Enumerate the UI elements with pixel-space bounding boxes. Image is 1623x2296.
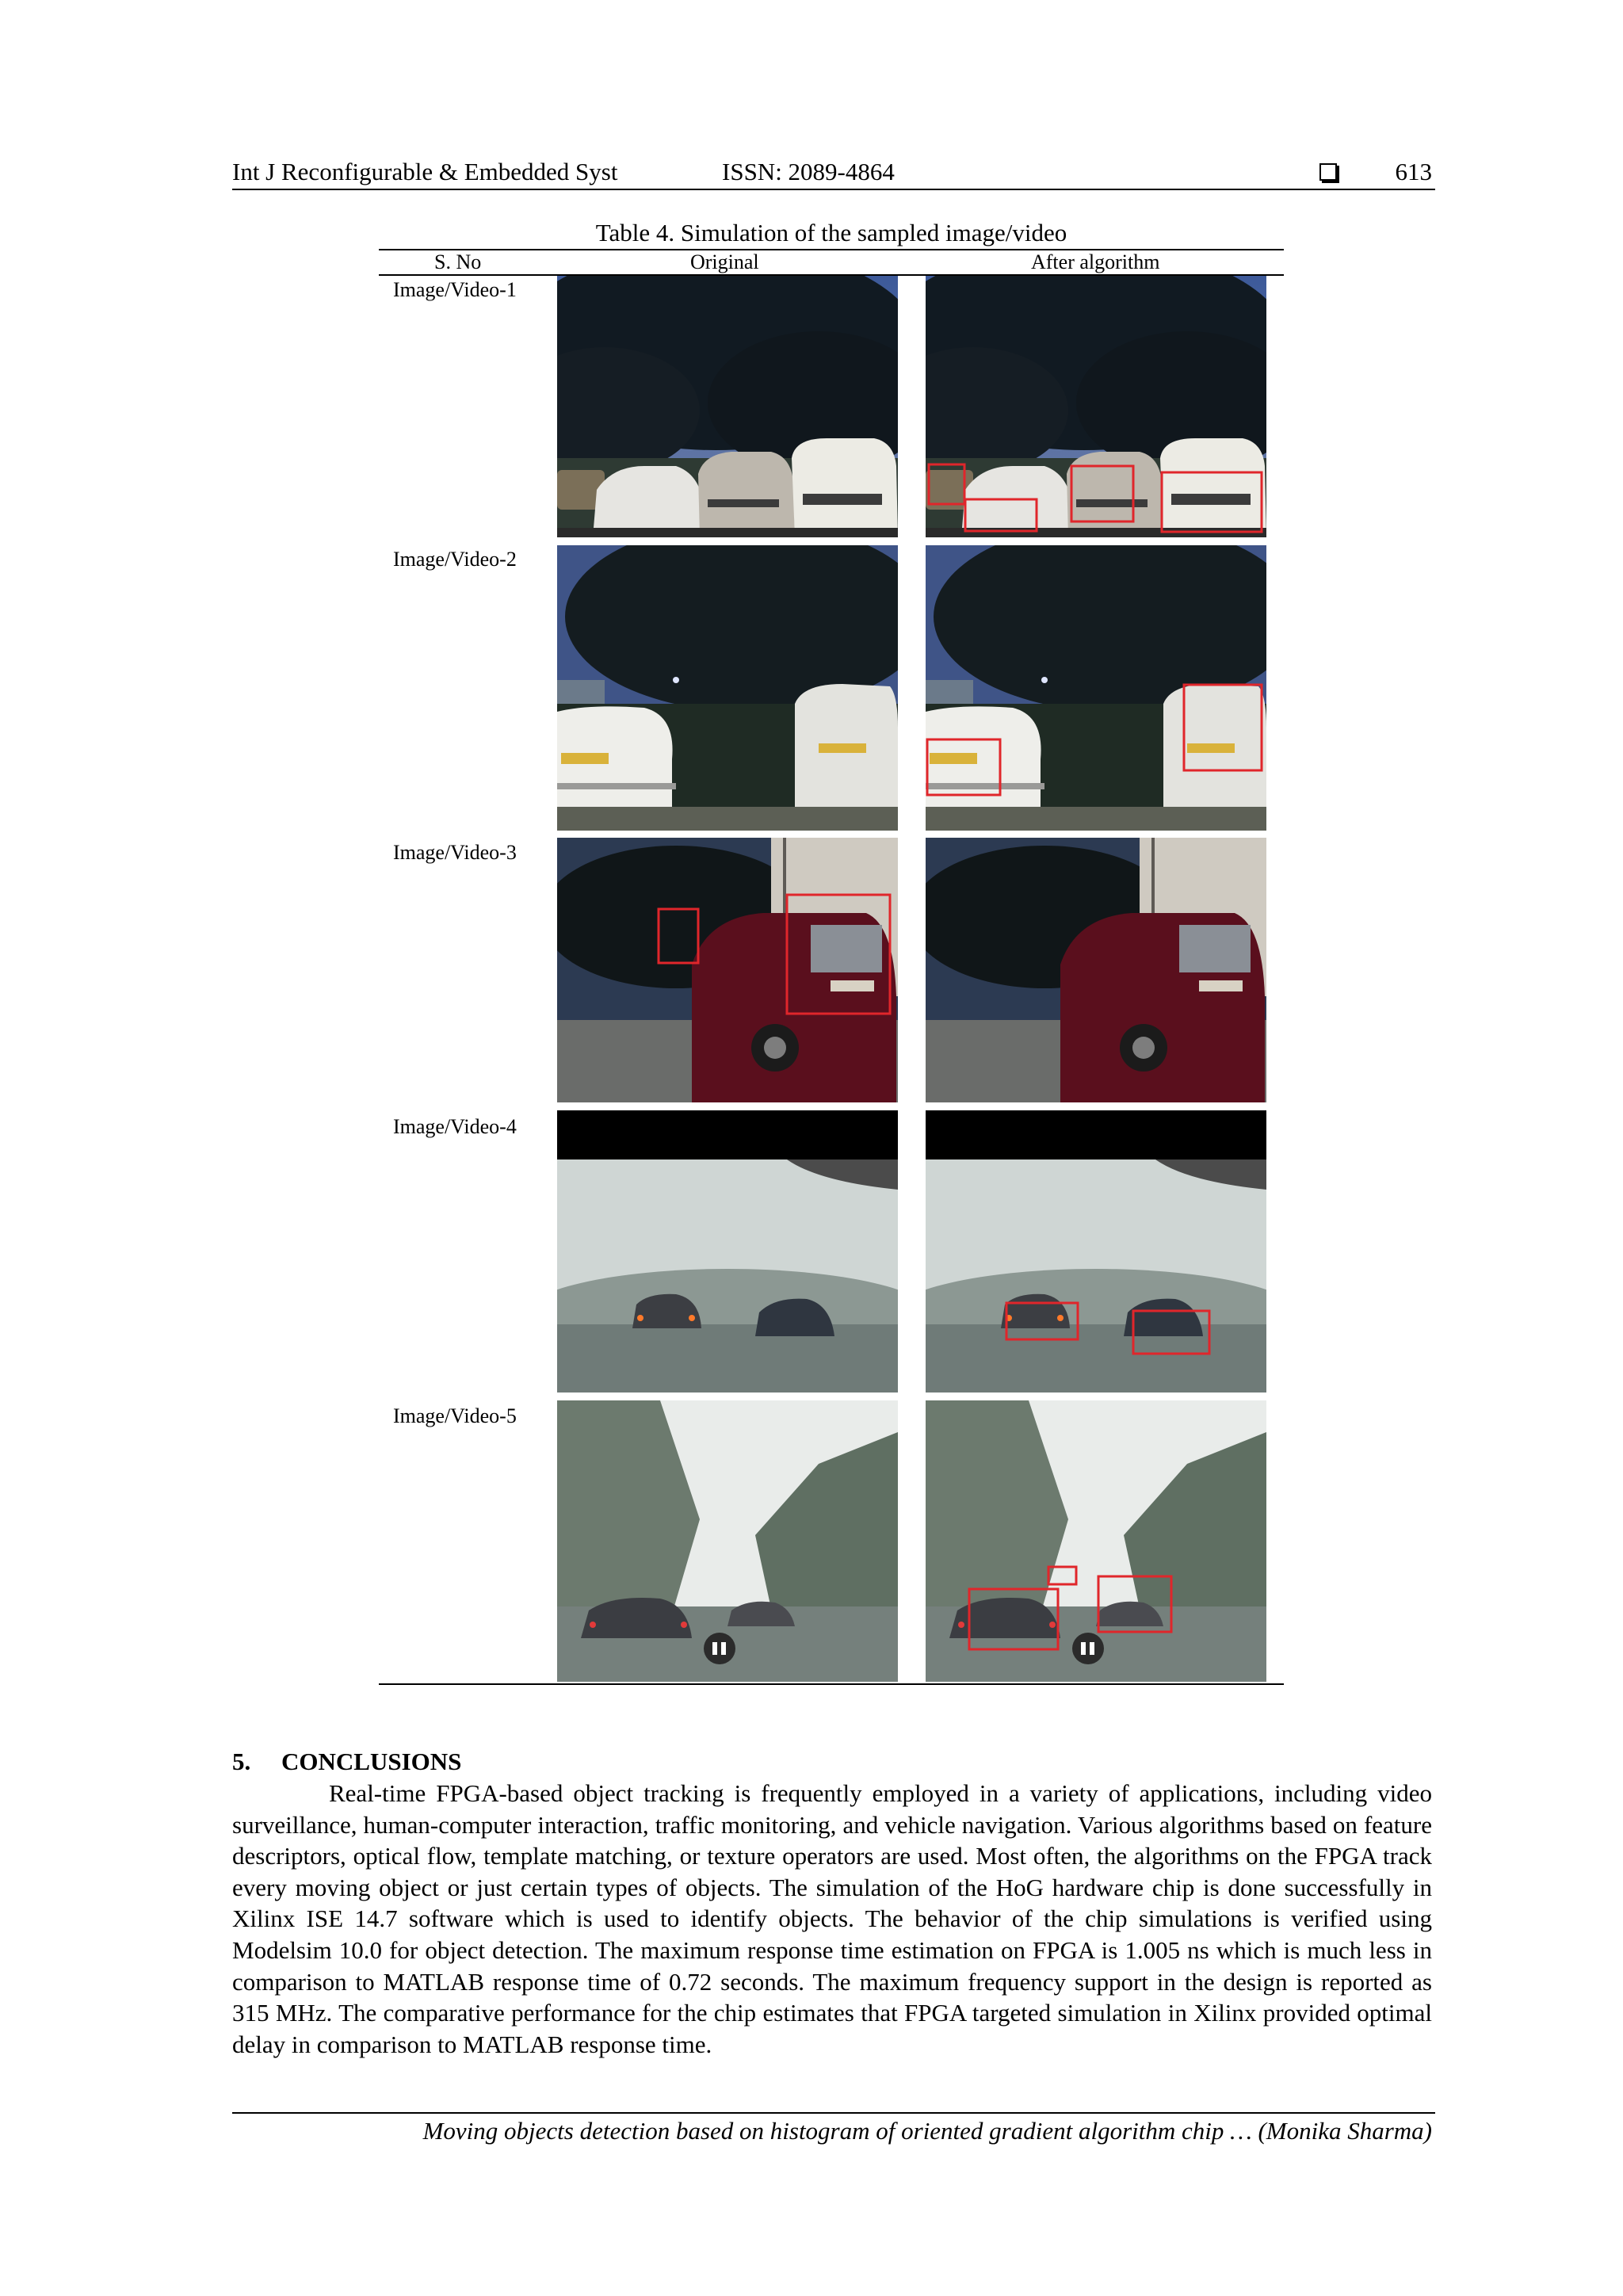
row-label-3: Image/Video-3 [393, 841, 517, 864]
row-label-4: Image/Video-4 [393, 1115, 517, 1138]
section-number: 5. [232, 1748, 251, 1775]
row-1-processed-image [926, 276, 1266, 537]
table-header-row [379, 250, 1284, 274]
row-label-5: Image/Video-5 [393, 1404, 517, 1427]
running-header [232, 155, 1435, 190]
section-title: CONCLUSIONS [281, 1748, 462, 1775]
table-caption: Table 4. Simulation of the sampled image/video [595, 219, 1067, 246]
column-header-original: Original [690, 250, 759, 273]
row-1-original-image [557, 276, 898, 537]
row-4-processed-image [926, 1110, 1266, 1392]
conclusions-paragraph: Real-time FPGA-based object tracking is frequently employed in a variety of applications, including video surveillance, human-computer interaction, traffic monitoring, and vehicle navigation. Various algorithms based on feature descriptors, optical flow, template matching, or texture operators are used. Most often, the algorithms on the FPGA track every moving object or just certain types of objects. The simulation of the HoG hardware chip is done successfully in Xilinx ISE 14.7 software which is used to identify objects. The behavior of the chip simulations is verified using Modelsim 10.0 for object detection. The maximum response time estimation on FPGA is 1.005 ns which is much less in comparison to MATLAB response time of 0.72 seconds. The maximum frequency support in the design is reported as 315 MHz. The comparative performance for the chip estimates that FPGA targeted simulation in Xilinx provided optimal delay in comparison to MATLAB response time. [232, 1779, 1432, 2058]
column-header-after-algorithm: After algorithm [1031, 250, 1160, 273]
row-4-original-image [557, 1110, 898, 1392]
row-3-processed-image [926, 838, 1266, 1102]
square-bullet-icon [1319, 163, 1337, 181]
table-bottom-rule [379, 1683, 1284, 1685]
row-5-original-image [557, 1400, 898, 1682]
footer-rule [232, 2112, 1435, 2114]
row-label-1: Image/Video-1 [393, 278, 517, 301]
row-5-processed-image [926, 1400, 1266, 1682]
row-label-2: Image/Video-2 [393, 548, 517, 571]
page-number: 613 [1395, 158, 1432, 185]
journal-name: Int J Reconfigurable & Embedded Syst [232, 158, 618, 185]
section-heading [232, 1747, 461, 1777]
row-3-original-image [557, 838, 898, 1102]
issn: ISSN: 2089-4864 [722, 158, 895, 185]
row-2-original-image [557, 545, 898, 831]
row-2-processed-image [926, 545, 1266, 831]
running-footer: Moving objects detection based on histogram of oriented gradient algorithm chip … (Monika Sharma) [422, 2117, 1432, 2145]
column-header-sno: S. No [434, 250, 482, 273]
